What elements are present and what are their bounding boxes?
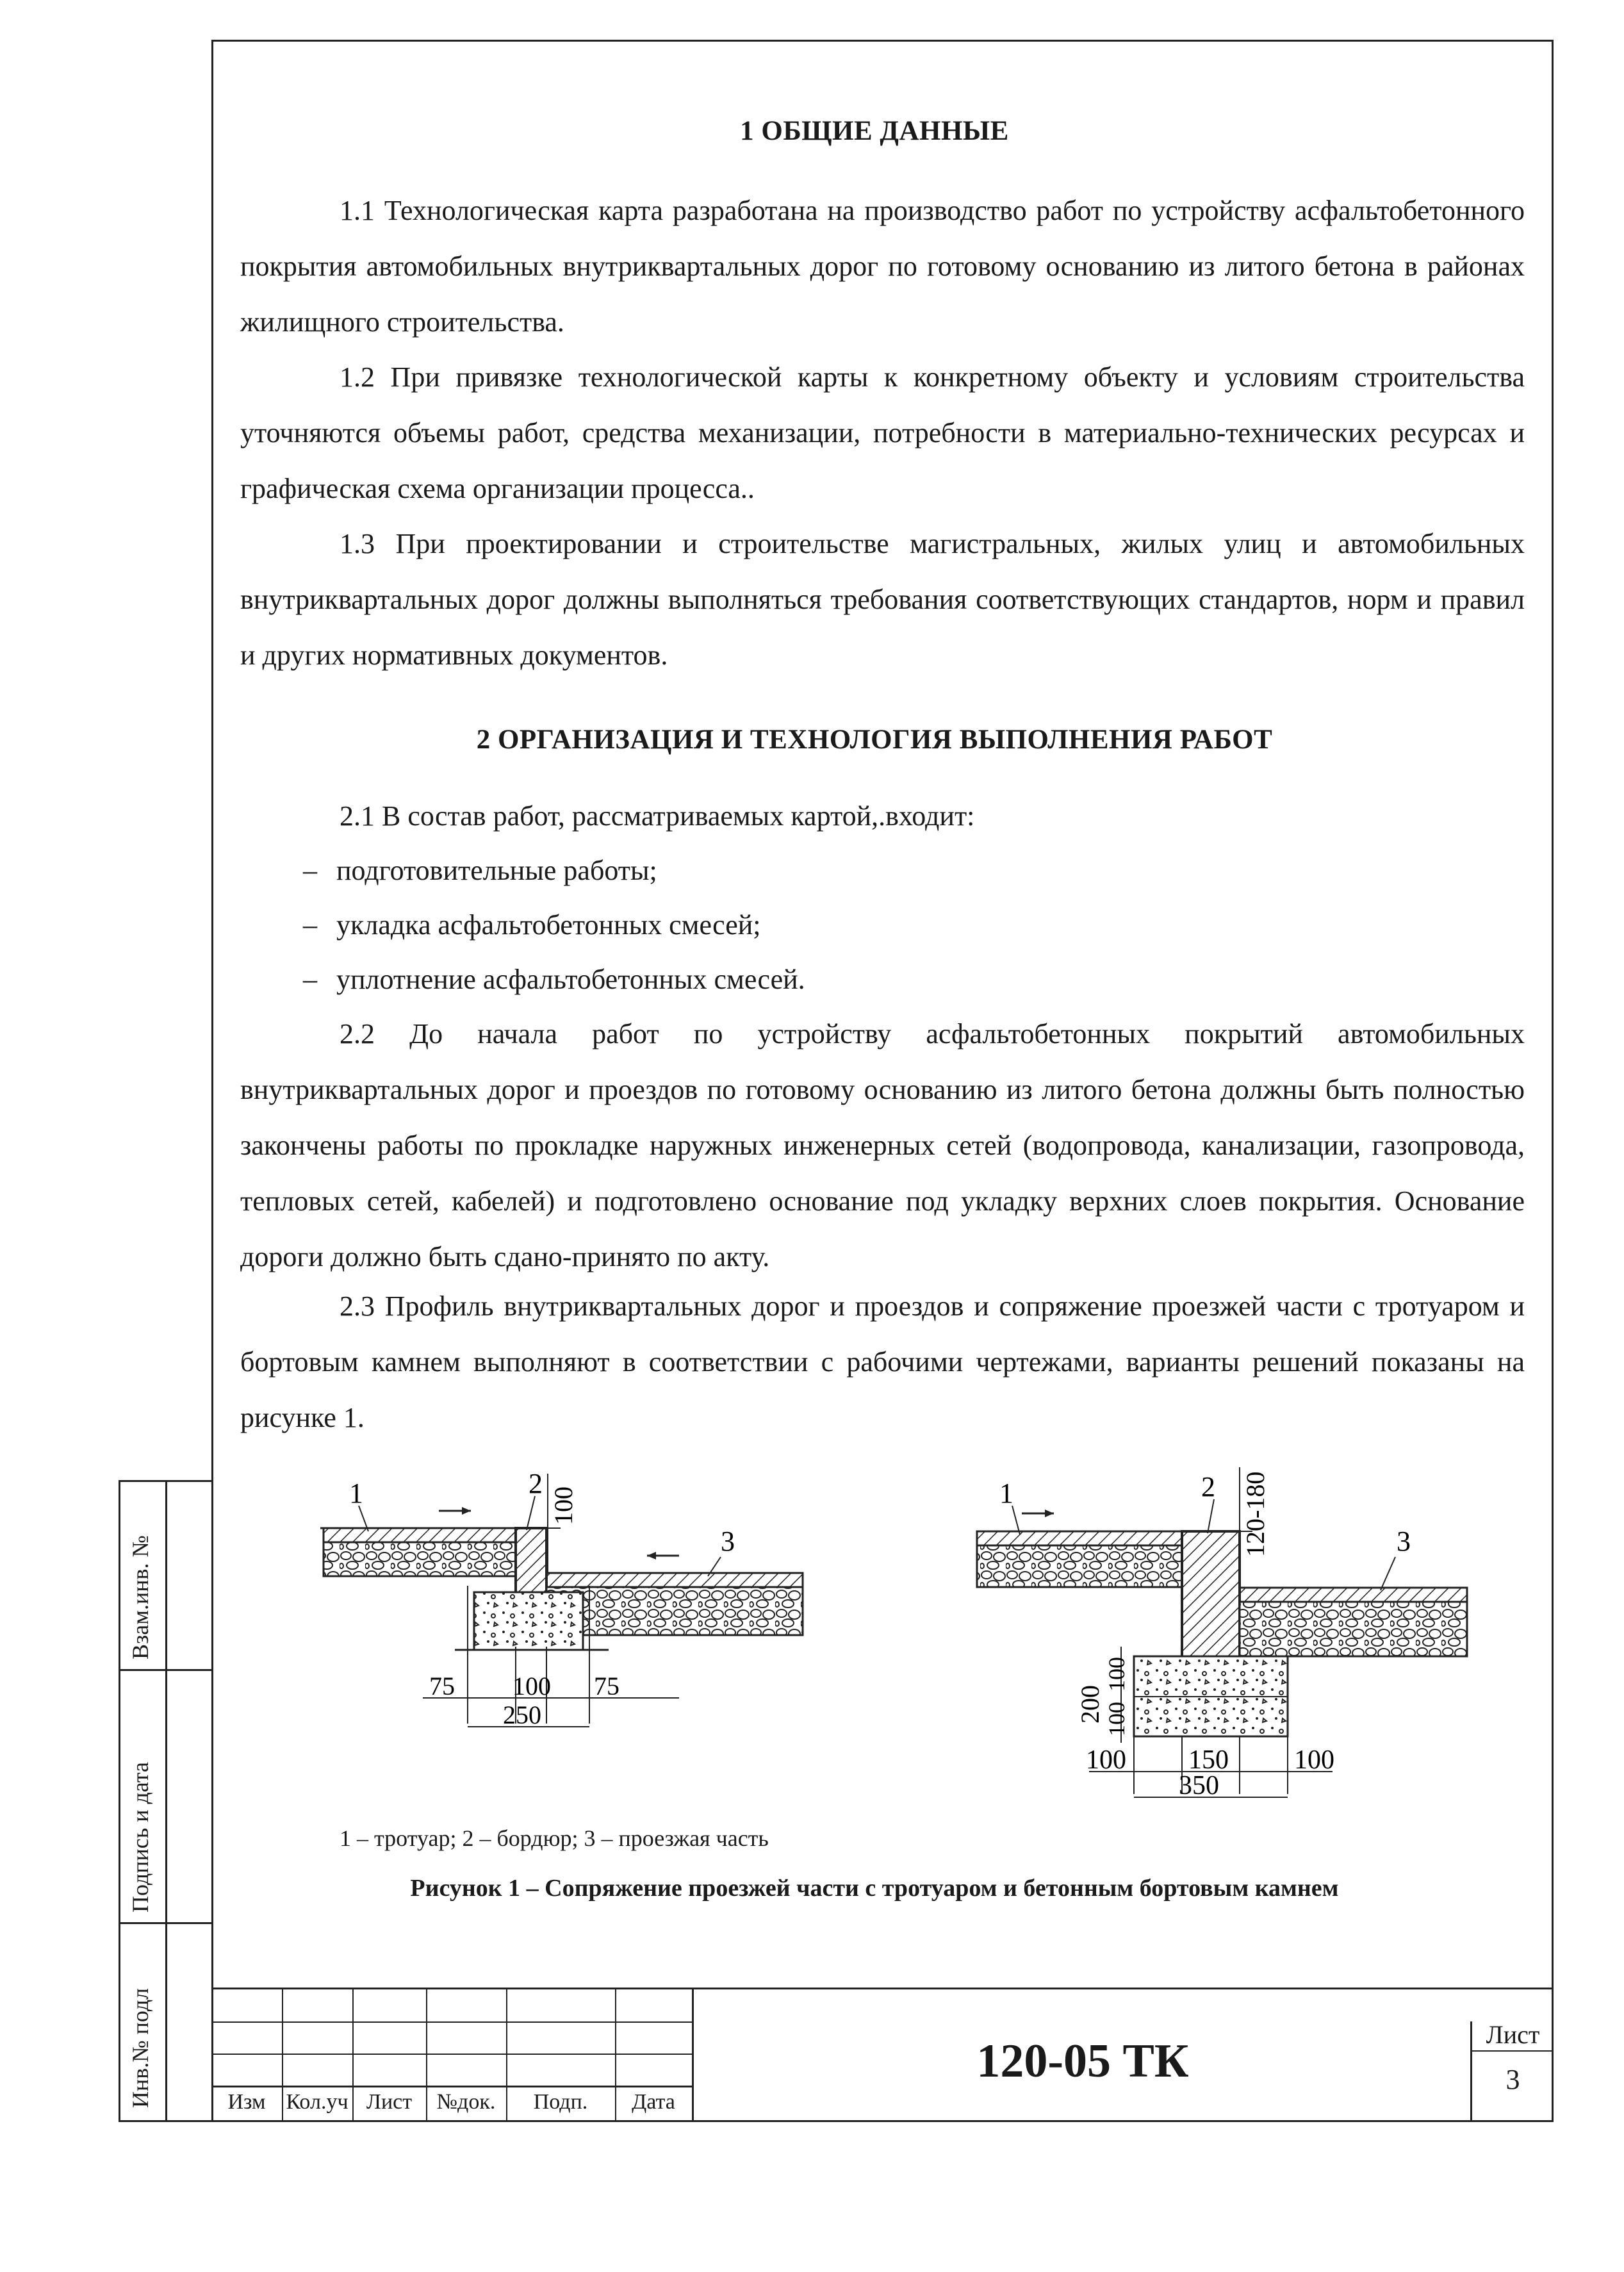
detail-right <box>977 1467 1467 1800</box>
document-code: 120-05 ТК <box>976 2035 1189 2087</box>
dim-right-top: 120-180 <box>1241 1471 1270 1557</box>
stamp-col-signature: Подп. <box>533 2090 588 2114</box>
dim-right-v2: 100 <box>1104 1657 1129 1692</box>
dim-right-bottom-right: 100 <box>1294 1745 1334 1775</box>
stamp-col-sheet: Лист <box>366 2090 413 2114</box>
figure-caption: Рисунок 1 – Сопряжение проезжей части с тротуаром и бетонным бортовым камнем <box>410 1875 1339 1902</box>
figure-legend: 1 – тротуар; 2 – бордюр; 3 – проезжая часть <box>340 1825 769 1851</box>
list-dash: – <box>303 855 317 886</box>
detail-left <box>320 1468 803 1729</box>
label-right-2: 2 <box>1201 1471 1215 1502</box>
paragraph-2-1: 2.1 В состав работ, рассматриваемых картой,.входит: <box>340 800 975 832</box>
paragraph-1-1: 1.1 Технологическая карта разработана на производство работ по устройству асфальтобетонного покрытия автомобильных внутриквартальных дорог по готовому основанию из литого бетона в районах жилищного строительства. <box>240 195 1525 338</box>
label-left-1: 1 <box>349 1478 363 1509</box>
stamp-col-date: Дата <box>632 2090 675 2114</box>
list-item <box>303 843 657 898</box>
list-item-text: укладка асфальтобетонных смесей; <box>336 909 761 941</box>
dim-right-bottom-mid: 150 <box>1188 1745 1229 1775</box>
frame-top <box>211 40 1554 42</box>
paragraph-1-3: 1.3 При проектировании и строительстве магистральных, жилых улиц и автомобильных внутриквартальных дорог должны выполняться требования соответствующих стандартов, норм и правил и других нормативных документов. <box>240 528 1525 671</box>
dim-left-top: 100 <box>549 1486 578 1525</box>
dim-left-bottom-left: 75 <box>429 1672 455 1700</box>
stamp-col-docnum: №док. <box>436 2090 496 2114</box>
list-dash: – <box>303 964 317 995</box>
frame-bottom <box>119 2120 1554 2122</box>
paragraph-1-2: 1.2 При привязке технологической карты к конкретному объекту и условиям строительства уточняются объемы работ, средства механизации, потребности в материально-технических ресурсах и графическая схема организации процесса.. <box>240 361 1525 504</box>
paragraph-2-2: 2.2 До начала работ по устройству асфальтобетонных покрытий автомобильных внутриквартальных дорог и проездов по готовому основанию из литого бетона должны быть полностью закончены работы по прокладке наружных инженерных сетей (водопровода, канализации, газопровода, тепловых сетей, кабелей) и подготовлено основание под укладку верхних слоев покрытия. Основание дороги должно быть сдано-принято по акту. <box>240 1018 1525 1272</box>
stamp-col-change: Изм <box>227 2090 266 2114</box>
list-item-text: уплотнение асфальтобетонных смесей. <box>336 964 805 995</box>
dim-right-bottom-left: 100 <box>1086 1745 1126 1775</box>
sheet-number: 3 <box>1505 2064 1520 2095</box>
list-item <box>303 951 805 1007</box>
label-left-2: 2 <box>529 1468 543 1499</box>
stamp-label-replacement: Взам.инв. № <box>127 1535 153 1659</box>
figure-1 <box>211 1454 1550 1813</box>
label-left-3: 3 <box>721 1526 735 1557</box>
stamp-col-count: Кол.уч <box>286 2090 349 2114</box>
sheet-label: Лист <box>1486 2020 1540 2049</box>
label-right-3: 3 <box>1397 1526 1411 1557</box>
dim-left-bottom-right: 75 <box>594 1672 619 1700</box>
dim-right-total: 350 <box>1179 1771 1219 1800</box>
section-2-heading: 2 ОРГАНИЗАЦИЯ И ТЕХНОЛОГИЯ ВЫПОЛНЕНИЯ РАБОТ <box>476 725 1273 755</box>
frame-right <box>1552 40 1554 2122</box>
dim-left-total: 250 <box>503 1700 541 1729</box>
stamp-label-inventory: Инв.№ подл <box>127 1988 153 2108</box>
dim-right-v3: 100 <box>1104 1702 1129 1736</box>
list-item <box>303 897 761 953</box>
list-item-text: подготовительные работы; <box>336 855 657 886</box>
label-right-1: 1 <box>999 1478 1013 1509</box>
section-1-heading: 1 ОБЩИЕ ДАННЫЕ <box>740 116 1009 146</box>
paragraph-2-3: 2.3 Профиль внутриквартальных дорог и проездов и сопряжение проезжей части с тротуаром и бортовым камнем выполняют в соответствии с рабочими чертежами, варианты решений показаны на рисунке 1. <box>240 1290 1525 1433</box>
list-dash: – <box>303 909 317 941</box>
dim-right-v1: 200 <box>1076 1685 1104 1724</box>
stamp-label-signature: Подпись и дата <box>127 1762 153 1913</box>
dim-left-bottom-mid: 100 <box>513 1672 551 1700</box>
